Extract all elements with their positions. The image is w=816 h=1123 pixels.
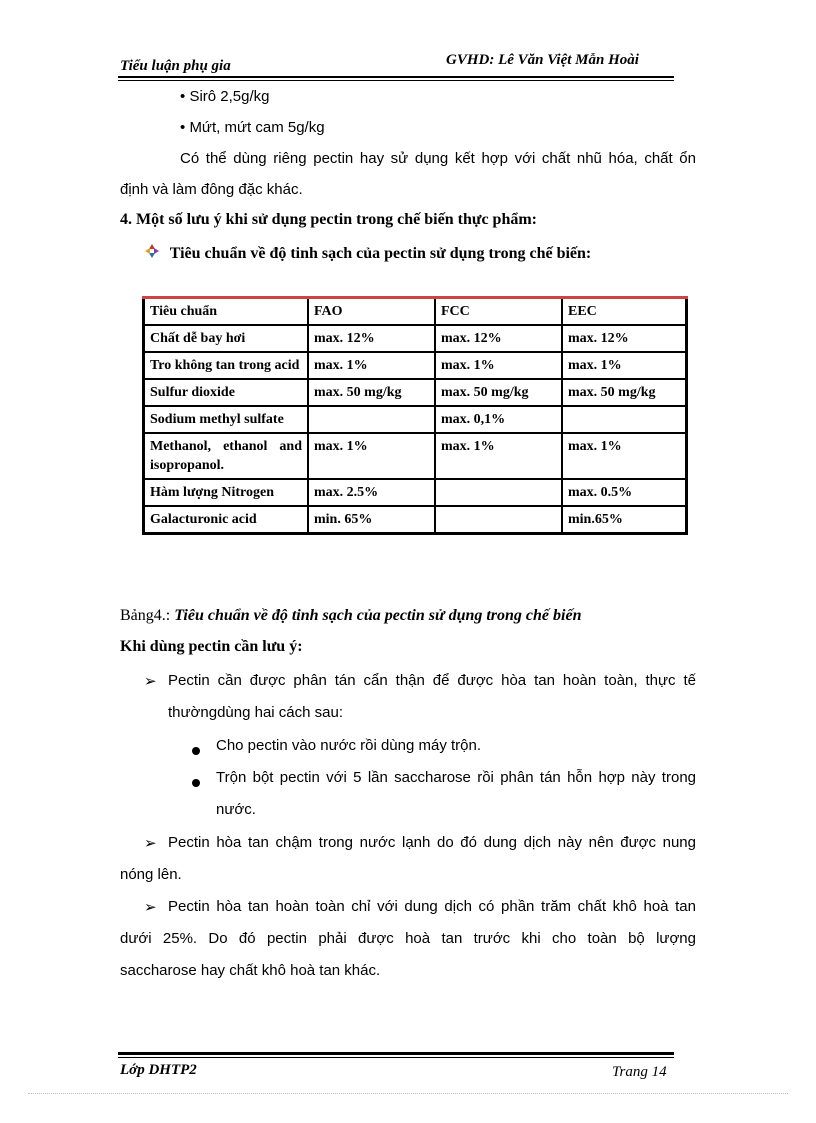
table-cell: max. 1% <box>562 352 687 379</box>
paragraph-line: nóng lên. <box>120 866 182 883</box>
table-cell: max. 12% <box>562 325 687 352</box>
table-header-cell: EEC <box>562 298 687 326</box>
table-cell: max. 0,1% <box>435 406 562 433</box>
sub-bullet-text: Trộn bột pectin với 5 lần saccharose rồi phân tán hỗn hợp này trong <box>216 769 696 786</box>
table-header-cell: Tiêu chuẩn <box>144 298 309 326</box>
section-title: 4. Một số lưu ý khi sử dụng pectin trong chế biến thực phẩm: <box>120 211 538 228</box>
table-cell: min. 65% <box>308 506 435 534</box>
header-title-left: Tiểu luận phụ gia <box>120 58 231 74</box>
table-cell <box>435 506 562 534</box>
table-cell: max. 12% <box>435 325 562 352</box>
table-cell: max. 0.5% <box>562 479 687 506</box>
table-cell <box>308 406 435 433</box>
table-cell <box>562 406 687 433</box>
table-row <box>144 406 687 433</box>
table-cell: max. 1% <box>435 433 562 479</box>
table-cell: Galacturonic acid <box>144 506 309 534</box>
table-row <box>144 506 687 534</box>
sub-bullet-text: nước. <box>216 801 256 818</box>
table-cell: max. 12% <box>308 325 435 352</box>
table-header-row <box>144 298 687 326</box>
paragraph-line: dưới 25%. Do đó pectin phải được hoà tan trước khi cho toàn bộ lượng <box>120 930 696 947</box>
table-row <box>144 433 687 479</box>
table-row <box>144 352 687 379</box>
list-item <box>180 88 269 105</box>
bullet-icon: • <box>180 88 186 105</box>
table-cell: max. 1% <box>308 352 435 379</box>
table-cell: Methanol, ethanol and isopropanol. <box>144 433 309 479</box>
table-cell: max. 2.5% <box>308 479 435 506</box>
table-cell: max. 50 mg/kg <box>435 379 562 406</box>
table-cell: min.65% <box>562 506 687 534</box>
arrow-icon: ➢ <box>144 673 157 690</box>
table-cell: Sulfur dioxide <box>144 379 309 406</box>
table-cell: Hàm lượng Nitrogen <box>144 479 309 506</box>
table-row <box>144 479 687 506</box>
subsection-title-text: Tiêu chuẩn về độ tinh sạch của pectin sử dụng trong chế biến: <box>169 245 592 262</box>
paragraph-line: định và làm đông đặc khác. <box>120 181 303 198</box>
table-row <box>144 325 687 352</box>
caption-label: Bảng4.: <box>120 607 171 624</box>
arrow-icon: ➢ <box>144 899 157 916</box>
caption-text: Tiêu chuẩn về độ tinh sạch của pectin sử dụng trong chế biến <box>174 607 582 624</box>
table-cell: max. 1% <box>435 352 562 379</box>
bullet-icon: • <box>180 119 186 136</box>
notes-title: Khi dùng pectin cần lưu ý: <box>120 638 303 655</box>
paragraph-line: Có thể dùng riêng pectin hay sử dụng kết hợp với chất nhũ hóa, chất ổn <box>180 150 696 167</box>
table-cell: Chất dễ bay hơi <box>144 325 309 352</box>
sub-bullet-text: Cho pectin vào nước rồi dùng máy trộn. <box>216 737 482 754</box>
list-item-text: Mứt, mứt cam 5g/kg <box>189 119 325 136</box>
table-cell: max. 50 mg/kg <box>562 379 687 406</box>
list-item <box>180 119 325 136</box>
footer-rule <box>118 1052 674 1055</box>
table-cell: max. 1% <box>562 433 687 479</box>
table-header-cell: FCC <box>435 298 562 326</box>
arrow-icon: ➢ <box>144 835 157 852</box>
header-rule-thin <box>118 80 674 81</box>
header-rule <box>118 76 674 78</box>
bullet-dot-icon <box>192 742 200 760</box>
paragraph-line: Pectin hòa tan chậm trong nước lạnh do đó dung dịch này nên được nung <box>168 834 696 851</box>
page-edge-dots <box>28 1093 788 1094</box>
paragraph-line: saccharose hay chất khô hoà tan khác. <box>120 962 381 979</box>
table-cell: max. 1% <box>308 433 435 479</box>
table-cell: max. 50 mg/kg <box>308 379 435 406</box>
header-title-right: GVHD: Lê Văn Việt Mẫn Hoài <box>446 52 639 68</box>
paragraph-line: Pectin cần được phân tán cẩn thận để được hòa tan hoàn toàn, thực tế <box>168 672 696 689</box>
table-cell: Sodium methyl sulfate <box>144 406 309 433</box>
four-arrow-icon <box>144 243 160 264</box>
footer-class-label: Lớp DHTP2 <box>120 1062 197 1078</box>
table-caption <box>120 607 581 625</box>
paragraph-line: Pectin hòa tan hoàn toàn chỉ với dung dịch có phần trăm chất khô hoà tan <box>168 898 696 915</box>
purity-standards-table <box>142 296 688 535</box>
list-item-text: Sirô 2,5g/kg <box>189 88 270 105</box>
subsection-title <box>144 243 591 264</box>
table-row <box>144 379 687 406</box>
footer-page-number: Trang 14 <box>612 1064 667 1080</box>
table-cell: Tro không tan trong acid <box>144 352 309 379</box>
paragraph-line: thườngdùng hai cách sau: <box>168 704 343 721</box>
table-cell <box>435 479 562 506</box>
bullet-dot-icon <box>192 774 200 792</box>
table-header-cell: FAO <box>308 298 435 326</box>
footer-rule-thin <box>118 1057 674 1058</box>
